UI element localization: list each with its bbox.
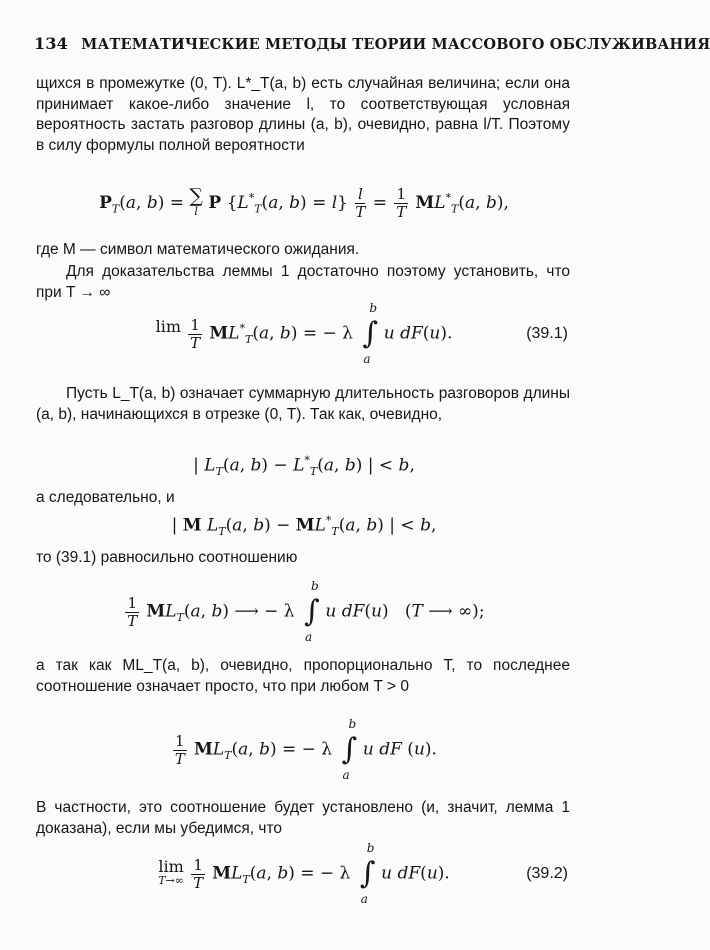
paragraph-7: а так как ML_T(a, b), очевидно, пропорционально T, то последнее соотношение означает просто, что при любом T > 0 <box>36 657 570 695</box>
formula-exact-equality: $\frac{1}{T}$ $ML_T(a$, b) = − λ b ∫ a u dF (u). <box>174 717 437 782</box>
running-title: МАТЕМАТИЧЕСКИЕ МЕТОДЫ ТЕОРИИ МАССОВОГО ОБСЛУЖИВАНИЯ <box>81 36 710 53</box>
formula-total-probability: $P_T(a$, b) = ∑ l P {$L^*_T(a$, b) = l} $\frac{l}{T}$ = $\frac{1}{T}$ $ML^*_T(a$, b), <box>99 184 509 221</box>
formula-limit-relation: $\frac{1}{T}$ $ML_T(a$, b) ⟶ − λ b ∫ a u dF(u) (T ⟶ ∞); <box>127 579 485 644</box>
equation-number-39-1: (39.1) <box>526 325 568 342</box>
paragraph-6: то (39.1) равносильно соотношению <box>36 549 298 566</box>
paragraph-3: Для доказательства леммы 1 достаточно поэтому установить, что при T → ∞ <box>36 263 570 301</box>
formula-39-1: lim $\frac{1}{T}$ $ML^*_T(a$, b) = − λ b ∫ a u dF(u). <box>155 301 453 366</box>
paragraph-8: В частности, это соотношение будет установлено (и, значит, лемма 1 доказана), если мы убедимся, что <box>36 799 570 837</box>
formula-39-2: lim T→∞ $\frac{1}{T}$ $ML_T(a$, b) = − λ b ∫ a u dF(u). <box>158 841 450 906</box>
paragraph-4: Пусть L_T(a, b) означает суммарную длительность разговоров длины (a, b), начинающихся в отрезке (0, T). Так как, очевидно, <box>36 385 570 423</box>
formula-abs-expectation: | M $L_T(a$, $b) - ML^*_T(a$, b) | < b, <box>171 514 437 539</box>
equation-number-39-2: (39.2) <box>526 865 568 882</box>
formula-abs-difference: | $L_T(a$, $b) - L^*_T(a$, b) | < b, <box>193 454 415 479</box>
paragraph-1: щихся в промежутке (0, T). L*_T(a, b) есть случайная величина; если она принимает какое-либо значение l, то соответствующая условная вероятность застать разговор длины (a, b), очевидно, равна l/T. Поэтому в силу формулы полной вероятности <box>36 75 570 154</box>
paragraph-5: а следовательно, и <box>36 489 175 506</box>
paragraph-2: где M — символ математического ожидания. <box>36 241 360 258</box>
running-header <box>34 34 710 53</box>
page-number: 134 <box>34 34 68 53</box>
